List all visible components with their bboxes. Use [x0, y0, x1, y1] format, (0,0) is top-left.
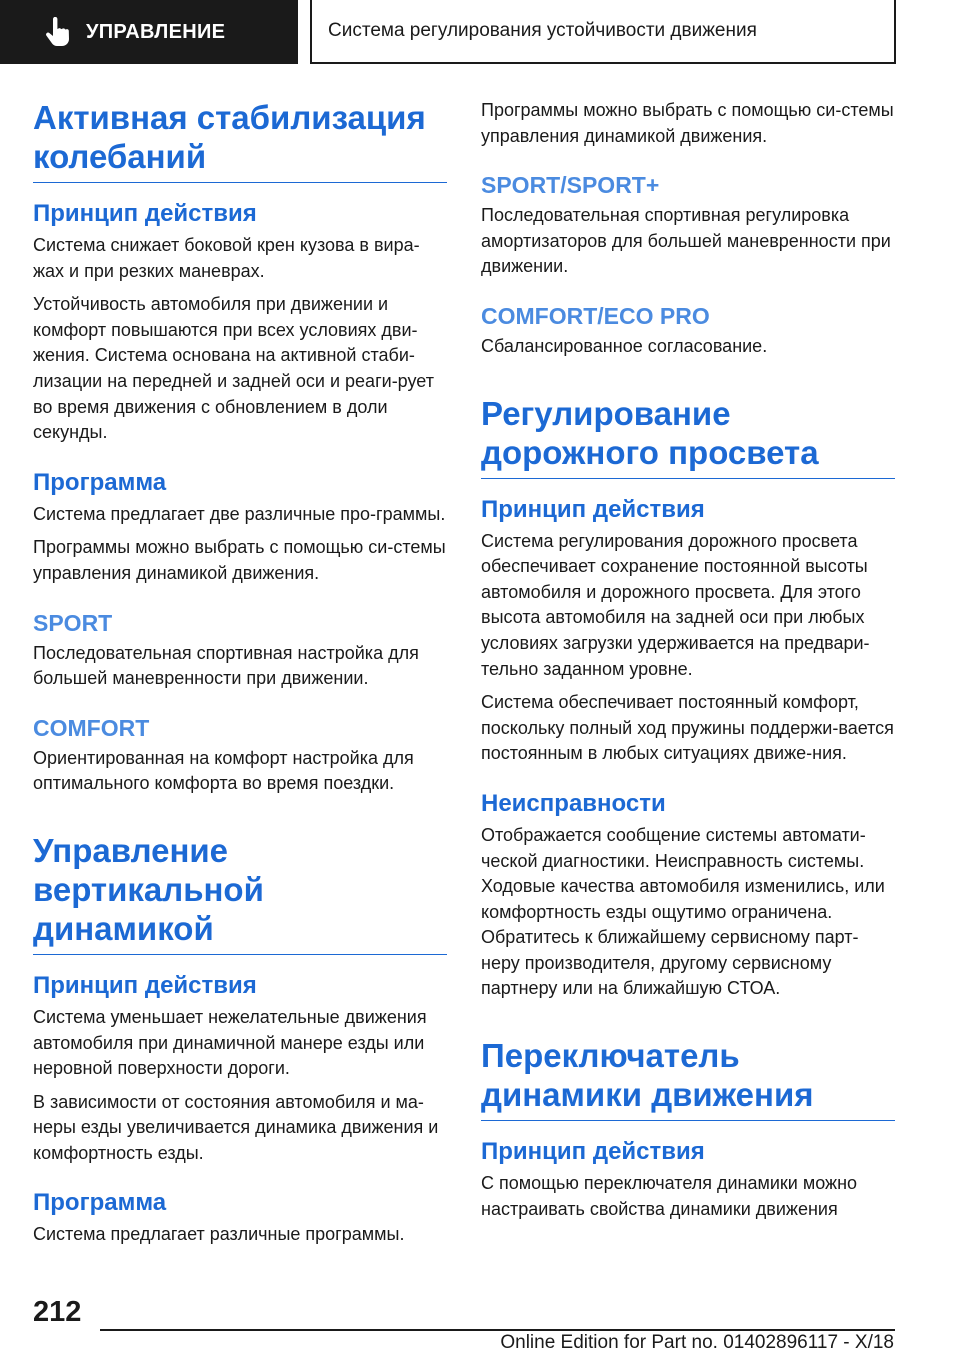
paragraph: Система обеспечивает постоянный комфорт, поскольку полный ход пружины поддержи-вается постоянным в любых ситуациях движе-ния.	[481, 692, 894, 764]
chapter-title: Система регулирования устойчивости движения	[328, 20, 757, 41]
section-tab[interactable]	[0, 0, 298, 64]
page-number: 212	[33, 1296, 82, 1328]
paragraph: Устойчивость автомобиля при движении и комфорт повышаются при всех условиях дви-жения. Система основана на активной стаби-лизации на передней и задней оси и реаги-рует во время движения с обновлением в доли секунды.	[33, 294, 434, 443]
chapter-title-tab[interactable]	[310, 0, 896, 64]
paragraph: Программы можно выбрать с помощью си-стемы управления динамикой движения.	[481, 100, 894, 146]
subheading-malfunctions: Неисправности	[481, 789, 666, 817]
paragraph: Сбалансированное согласование.	[481, 335, 768, 356]
edition-text: Online Edition for Part no. 01402896117 - X/18	[500, 1332, 894, 1353]
paragraph: Последовательная спортивная регулировка амортизаторов для большей маневренности при движении.	[481, 205, 891, 277]
heading-vertical-dynamics: Управление вертикальной динамикой	[33, 831, 447, 955]
subheading-program: Программа	[33, 1189, 167, 1217]
paragraph: Система регулирования дорожного просвета обеспечивает сохранение постоянной высоты автомобиля и дорожного просвета. Для этого высота автомобиля на задней оси при любых условиях загрузки удерживается на предвари-тельно заданном уровне.	[481, 530, 870, 679]
paragraph: Система предлагает две различные про-граммы.	[33, 503, 446, 524]
section-label: УПРАВЛЕНИЕ	[86, 20, 226, 43]
mode-heading-comfort-eco-pro: COMFORT/ECO PRO	[481, 302, 710, 329]
paragraph: Программы можно выбрать с помощью си-стемы управления динамикой движения.	[33, 537, 446, 583]
paragraph: Система предлагает различные программы.	[33, 1224, 405, 1245]
heading-active-stabilization: Активная стабилизация колебаний	[33, 98, 447, 183]
heading-ground-clearance: Регулирование дорожного просвета	[481, 394, 895, 479]
paragraph: Система снижает боковой крен кузова в вира-жах и при резких маневрах.	[33, 235, 420, 281]
paragraph: Ориентированная на комфорт настройка для оптимального комфорта во время поездки.	[33, 747, 414, 794]
subheading-principle: Принцип действия	[481, 1138, 705, 1166]
right-column	[481, 98, 895, 1230]
heading-driving-dynamics-switch: Переключатель динамики движения	[481, 1036, 895, 1121]
subheading-principle: Принцип действия	[33, 971, 257, 999]
subheading-program: Программа	[33, 468, 167, 496]
paragraph: Последовательная спортивная настройка для большей маневренности при движении.	[33, 642, 419, 689]
mode-heading-sport: SPORT	[33, 609, 113, 636]
footer-divider	[100, 1329, 895, 1331]
subheading-principle: Принцип действия	[481, 495, 705, 523]
paragraph: В зависимости от состояния автомобиля и ма-неры езды увеличивается динамика движения и комфортность езды.	[33, 1091, 439, 1163]
subheading-principle: Принцип действия	[33, 200, 257, 227]
paragraph: Система уменьшает нежелательные движения автомобиля при динамичной манере езды или неровной поверхности дороги.	[33, 1006, 427, 1079]
left-column	[33, 98, 447, 1256]
mode-heading-comfort: COMFORT	[33, 714, 150, 741]
paragraph: Отображается сообщение системы автомати-ческой диагностики. Неисправность системы. Ходовые качества автомобиля изменились, или комфортность езды ощутимо ограничена. Обратитесь к ближайшему сервисному парт-неру производителя, другому сервисному партнеру или на ближайшую СТОА.	[481, 824, 885, 999]
mode-heading-sport-plus: SPORT/SPORT+	[481, 172, 660, 199]
paragraph: С помощью переключателя динамики можно настраивать свойства динамики движения	[481, 1173, 858, 1219]
hand-pointer-icon	[44, 17, 70, 47]
